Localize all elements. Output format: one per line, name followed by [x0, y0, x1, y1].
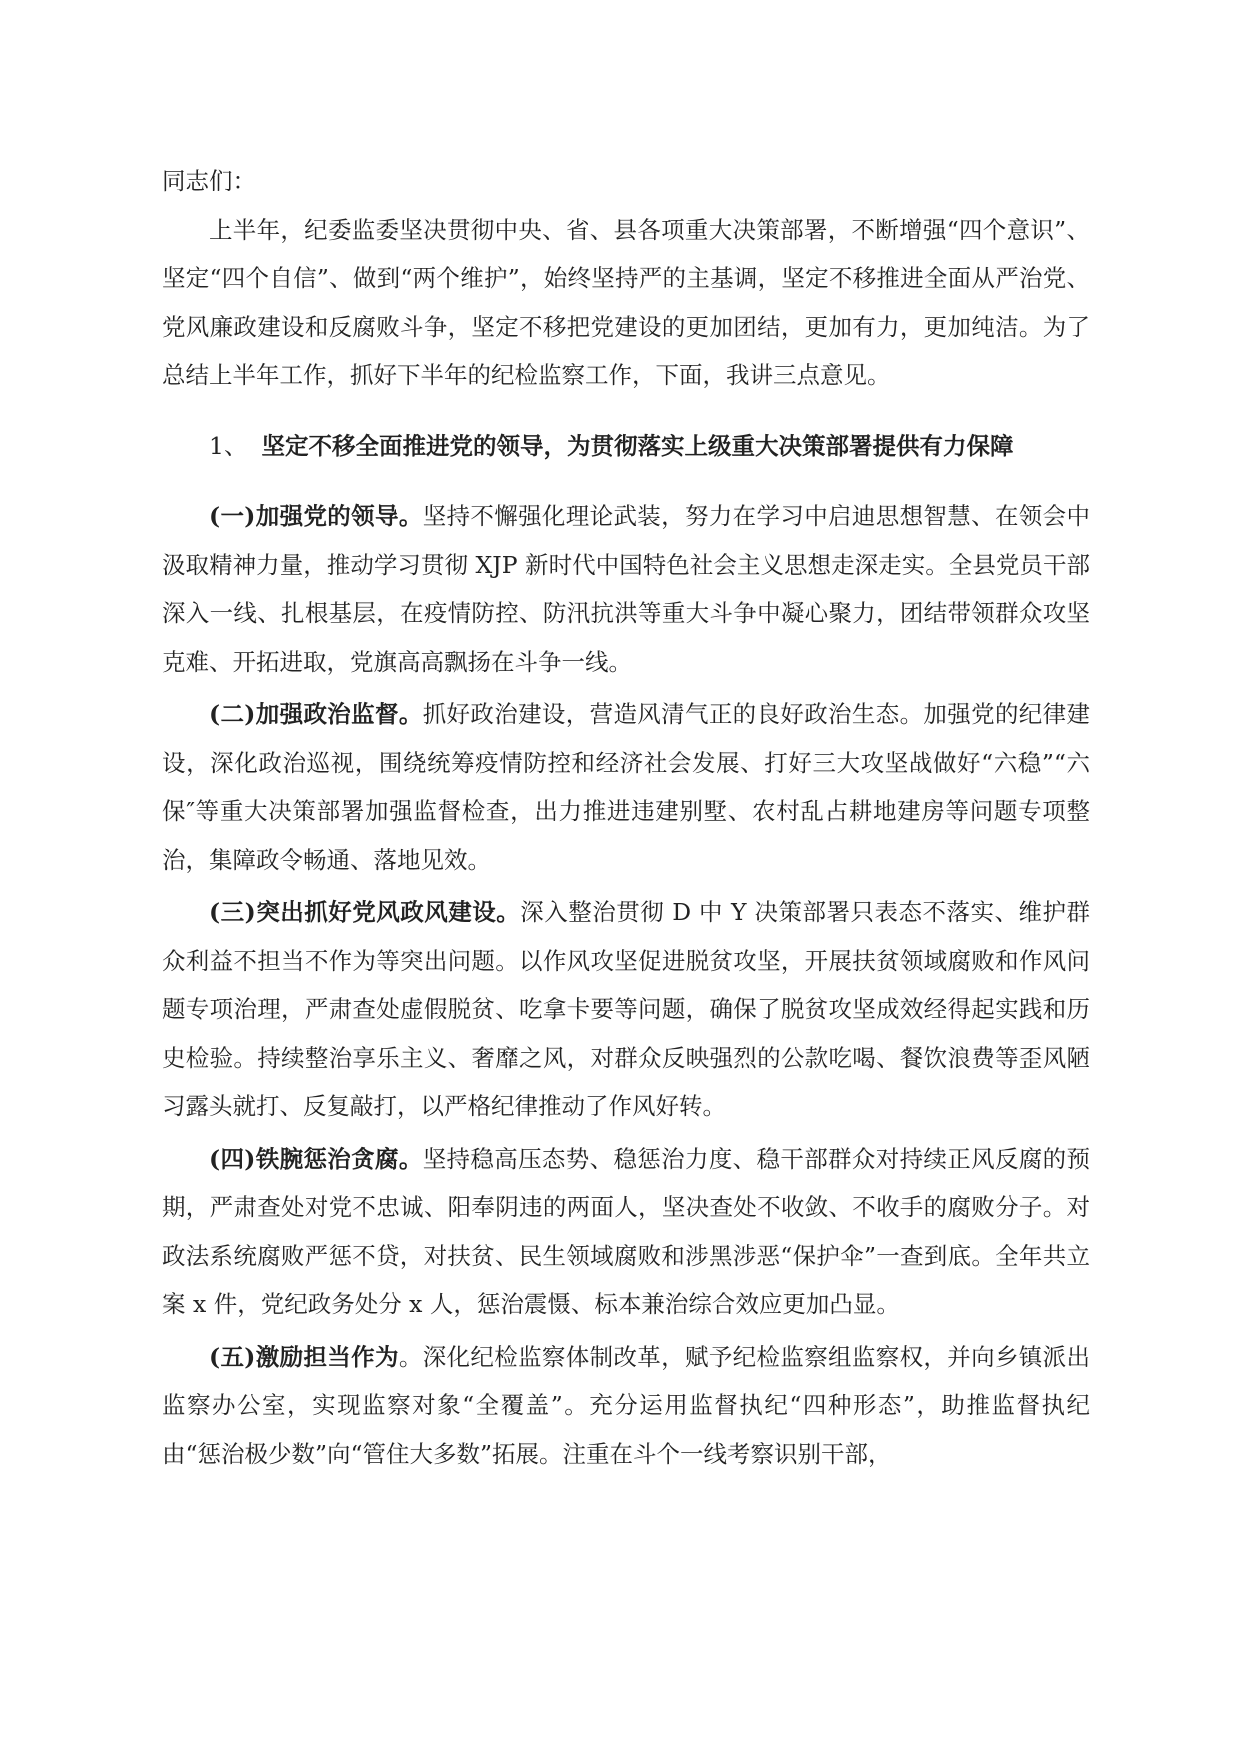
section-title: 坚定不移全面推进党的领导，为贯彻落实上级重大决策部署提供有力保障 — [261, 431, 1014, 460]
section-number: 1、 — [209, 431, 248, 460]
item-paragraph — [162, 492, 1090, 686]
salutation: 同志们： — [162, 167, 256, 195]
intro-paragraph: 上半年，纪委监委坚决贯彻中央、省、县各项重大决策部署，不断增强“四个意识”、坚定“四个自信”、做到“两个维护”，始终坚持严的主基调，坚定不移推进全面从严治党、党风廉政建设和反腐败斗争，坚定不移把党建设的更加团结，更加有力，更加纯洁。为了总结上半年工作，抓好下半年的纪检监察工作，下面，我讲三点意见。 — [162, 215, 1090, 389]
item-body: 坚持不懈强化理论武装，努力在学习中启迪思想智慧、在领会中汲取精神力量，推动学习贯彻 XJP 新时代中国特色社会主义思想走深走实。全县党员干部深入一线、扎根基层，在疫情防控、防汛抗洪等重大斗争中凝心聚力，团结带领群众攻坚克难、开拓进取，党旗高高飘扬在斗争一线。 — [162, 502, 1090, 676]
item-body: 抓好政治建设，营造风清气正的良好政治生态。加强党的纪律建设，深化政治巡视，围绕统筹疫情防控和经济社会发展、打好三大攻坚战做好“六稳”“六保″等重大决策部署加强监督检查，出力推进违建别墅、农村乱占耕地建房等问题专项整治，集障政令畅通、落地见效。 — [162, 700, 1090, 874]
section-heading — [162, 422, 1090, 471]
item-body: 坚持稳高压态势、稳惩治力度、稳干部群众对持续正风反腐的预期，严肃查处对党不忠诚、阳奉阴违的两面人，坚决查处不收敛、不收手的腐败分子。对政法系统腐败严惩不贷，对扶贫、民生领域腐败和涉黑涉恶“保护伞”一查到底。全年共立案 x 件，党纪政务处分 x 人，惩治震慑、标本兼治综合效应更加凸显。 — [162, 1144, 1090, 1318]
item-paragraph — [162, 1135, 1090, 1329]
item-lead: (四)铁腕惩治贪腐。 — [209, 1144, 423, 1173]
item-lead: (二)加强政治监督。 — [209, 700, 423, 728]
item-paragraph — [162, 690, 1090, 884]
item-body: 。深化纪检监察体制改革，赋予纪检监察组监察权，并向乡镇派出监察办公室，实现监察对象“全覆盖”。充分运用监督执纪“四种形态”，助推监督执纪由“惩治极少数”向“管住大多数”拓展。注重在斗个一线考察识别干部， — [162, 1342, 1090, 1468]
document-page — [162, 157, 1090, 1482]
item-paragraph — [162, 888, 1090, 1131]
item-body: 深入整治贯彻 D 中 Y 决策部署只表态不落实、维护群众利益不担当不作为等突出问题。以作风攻坚促进脱贫攻坚，开展扶贫领域腐败和作风问题专项治理，严肃查处虚假脱贫、吃拿卡要等问题，确保了脱贫攻坚成效经得起实践和历史检验。持续整治享乐主义、奢靡之风，对群众反映强烈的公款吃喝、餐饮浪费等歪风陋习露头就打、反复敲打，以严格纪律推动了作风好转。 — [162, 898, 1090, 1120]
item-paragraph — [162, 1333, 1090, 1479]
item-lead: (三)突出抓好党风政风建设。 — [209, 898, 521, 926]
item-lead: (一)加强党的领导。 — [209, 502, 423, 530]
item-lead: (五)激励担当作为 — [209, 1342, 399, 1371]
